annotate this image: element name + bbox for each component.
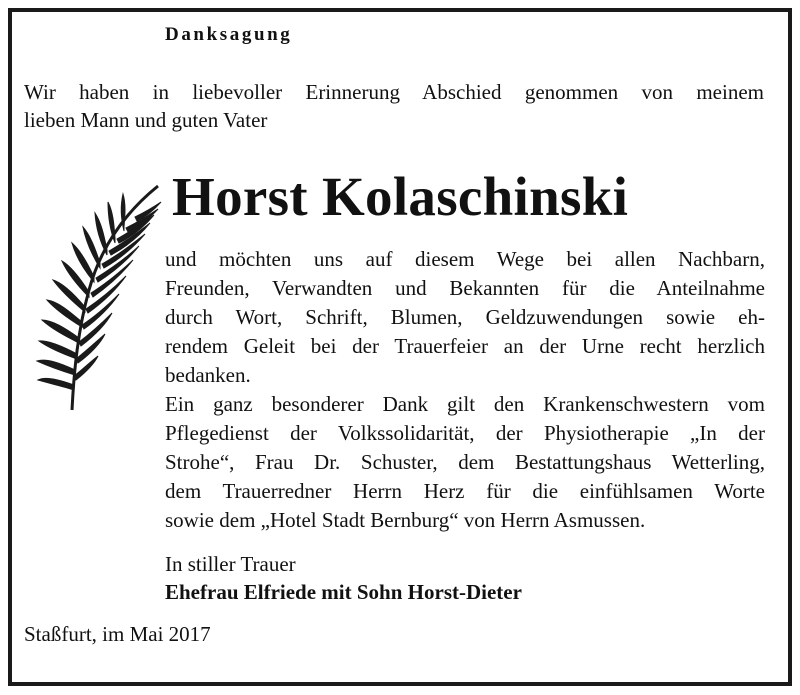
intro-text xyxy=(24,78,764,134)
notice-heading: Danksagung xyxy=(165,24,293,45)
body-line: Pflegedienst der Volkssolidarität, der Physiotherapie „In der xyxy=(165,421,765,445)
place-date: Staßfurt, im Mai 2017 xyxy=(24,622,211,646)
body-line: und möchten uns auf diesem Wege bei allen Nachbarn, xyxy=(165,247,765,271)
body-line: Strohe“, Frau Dr. Schuster, dem Bestattungshaus Wetterling, xyxy=(165,450,765,474)
body-line: sowie dem „Hotel Stadt Bernburg“ von Herrn Asmussen. xyxy=(165,508,646,532)
palm-branch-icon xyxy=(34,180,164,415)
body-line: durch Wort, Schrift, Blumen, Geldzuwendungen sowie eh- xyxy=(165,305,765,329)
body-line: rendem Geleit bei der Trauerfeier an der Urne recht herzlich xyxy=(165,334,765,358)
body-line: bedanken. xyxy=(165,363,251,387)
intro-line: lieben Mann und guten Vater xyxy=(24,108,268,132)
deceased-name: Horst Kolaschinski xyxy=(172,166,629,227)
closing-text: In stiller Trauer xyxy=(165,552,296,576)
signature: Ehefrau Elfriede mit Sohn Horst-Dieter xyxy=(165,580,522,604)
body-line: Ein ganz besonderer Dank gilt den Krankenschwestern vom xyxy=(165,392,765,416)
intro-line: Wir haben in liebevoller Erinnerung Abschied genommen von meinem xyxy=(24,80,764,104)
body-line: dem Trauerredner Herrn Herz für die einfühlsamen Worte xyxy=(165,479,765,503)
body-line: Freunden, Verwandten und Bekannten für die Anteilnahme xyxy=(165,276,765,300)
thanks-body xyxy=(165,245,765,535)
